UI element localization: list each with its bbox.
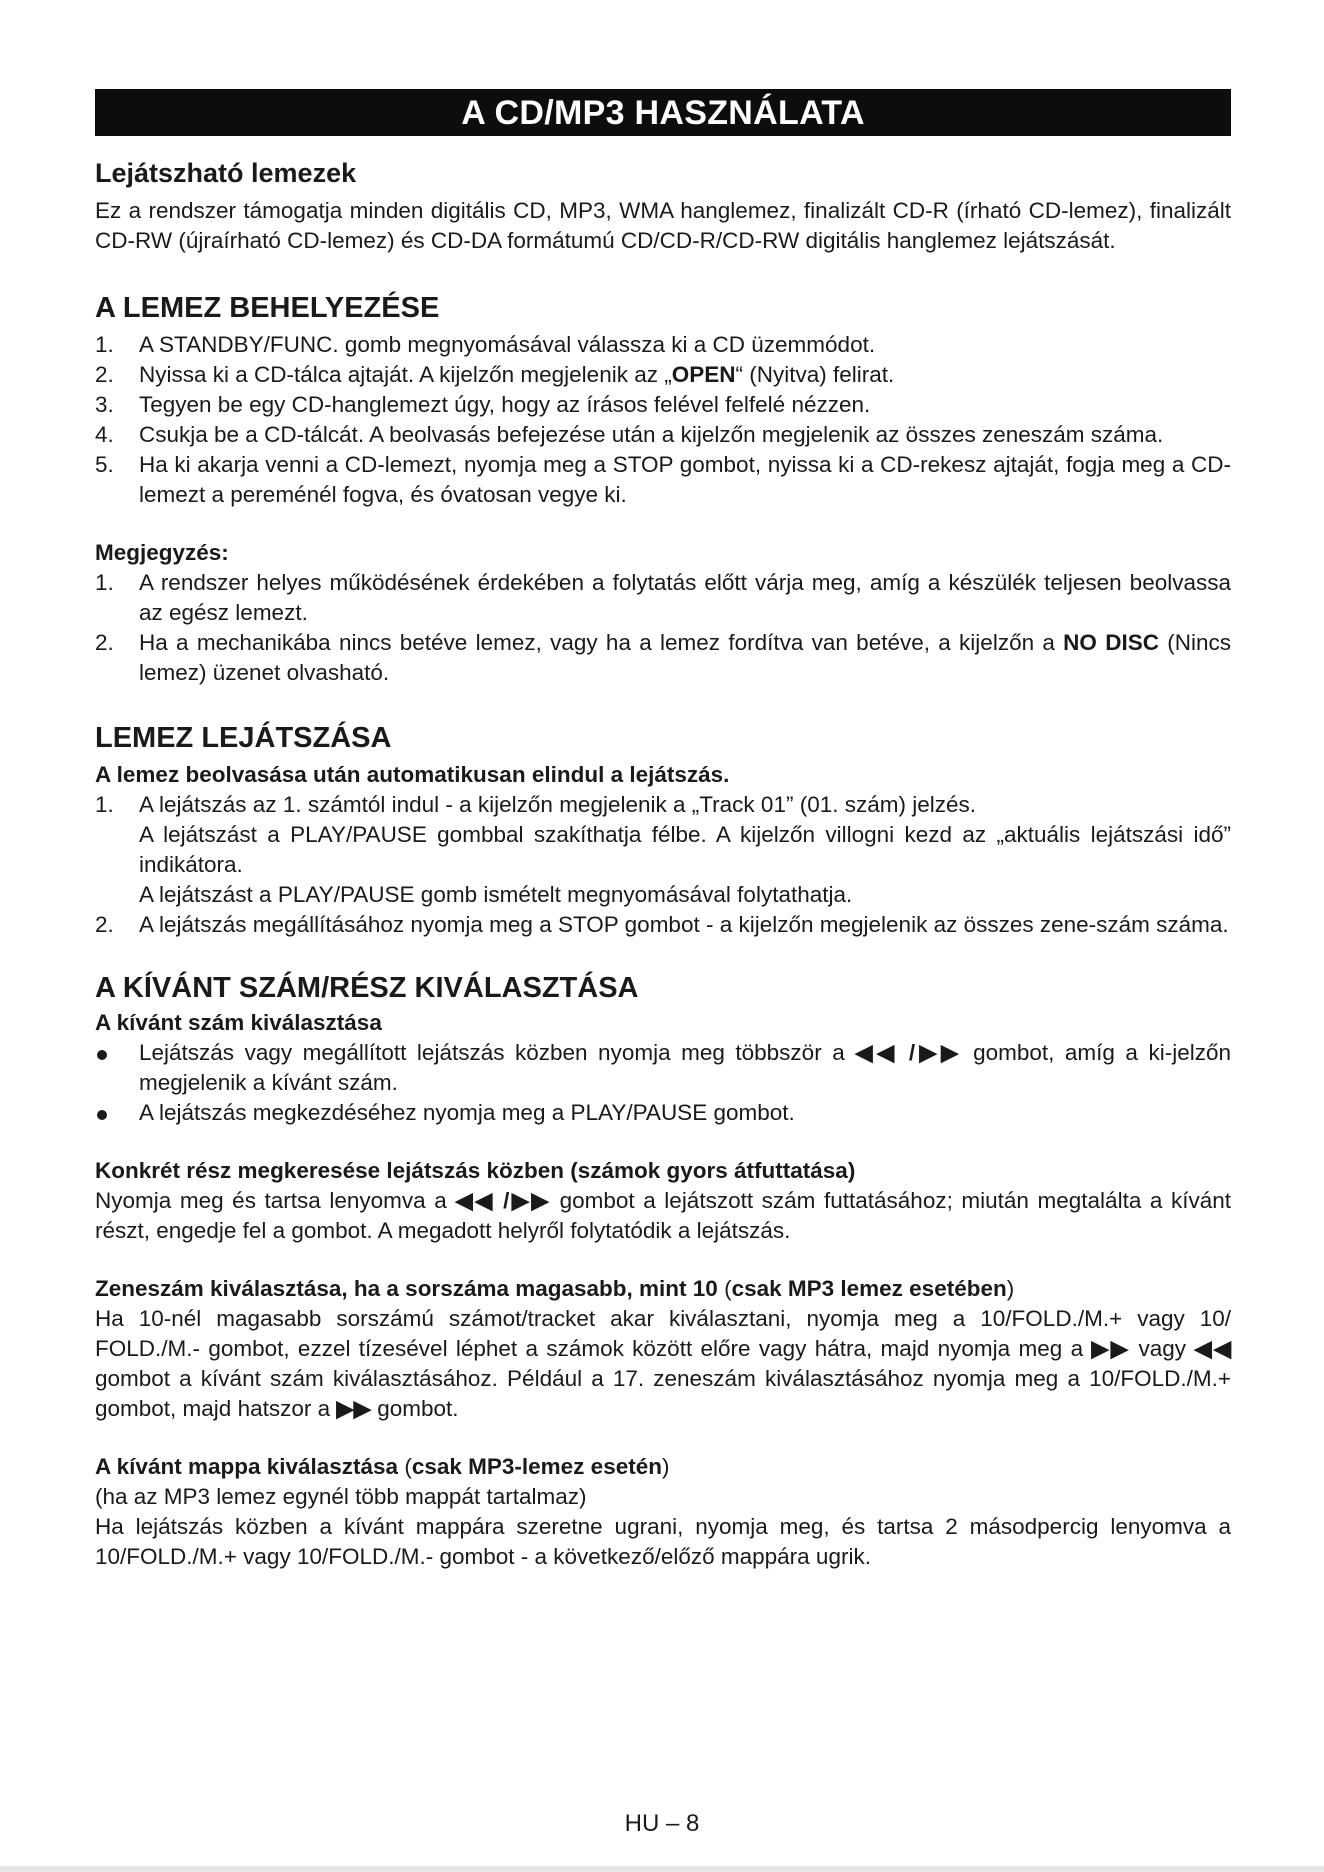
page-number: HU – 8	[624, 1810, 700, 1837]
paragraph: Ha lejátszás közben a kívánt mappára szeretne ugrani, nyomja meg, és tartsa 2 másodpercig lenyomva a 10/FOLD./M.+ vagy 10/FOLD./M.- gombot - a következő/előző mappára ugrik.	[95, 1514, 1231, 1569]
list-item: 5. Ha ki akarja venni a CD-lemezt, nyomja meg a STOP gombot, nyissa ki a CD-rekesz ajtaját, fogja meg a CD-lemezt a pereménél fogva, és óvatosan vegye ki.	[95, 452, 1231, 507]
list-item: 2. Ha a mechanikába nincs betéve lemez, vagy ha a lemez fordítva van betéve, a kijelzőn a NO DISC (Nincs lemez) üzenet olvasható.	[95, 630, 1231, 685]
section-playable-discs	[95, 156, 1231, 256]
subsection-title: Konkrét rész megkeresése lejátszás közben (számok gyors átfuttatása)	[95, 1158, 856, 1183]
section-title: LEMEZ LEJÁTSZÁSA	[95, 722, 392, 754]
bullet-list	[95, 1038, 1231, 1128]
subsection-above-ten	[95, 1274, 1231, 1424]
paragraph: (ha az MP3 lemez egynél több mappát tartalmaz)	[95, 1484, 587, 1509]
section-note	[95, 538, 1231, 688]
next-button-icon: ▶▶	[336, 1396, 371, 1421]
section-track-selection	[95, 970, 1231, 1572]
subsection-title: A lemez beolvasása után automatikusan elindul a lejátszás.	[95, 762, 730, 787]
subsection-search	[95, 1156, 1231, 1246]
list-item: 3. Tegyen be egy CD-hanglemezt úgy, hogy az írásos felével felfelé nézzen.	[95, 392, 871, 417]
page-bottom-border	[0, 1866, 1324, 1872]
bullet-icon	[97, 1110, 107, 1120]
section-title: Lejátszható lemezek	[95, 158, 357, 188]
skip-buttons-icon: ◀◀ /▶▶	[855, 1040, 963, 1065]
no-disc-label: NO DISC	[1063, 630, 1159, 655]
skip-buttons-icon: ◀◀ /▶▶	[455, 1188, 552, 1213]
note-title: Megjegyzés:	[95, 540, 229, 565]
section-disc-insertion	[95, 290, 1231, 510]
section-disc-playback	[95, 720, 1231, 940]
section-title: A KÍVÁNT SZÁM/RÉSZ KIVÁLASZTÁSA	[95, 972, 639, 1004]
list-item: 2. A lejátszás megállításához nyomja meg a STOP gombot - a kijelzőn megjelenik az összes zene-szám száma.	[95, 912, 1229, 937]
steps-list	[95, 790, 1231, 940]
note-list	[95, 568, 1231, 688]
paragraph: Nyomja meg és tartsa lenyomva a ◀◀ /▶▶ gombot a lejátszott szám futtatásához; miután megtalálta a kívánt részt, engedje fel a gombot. A megadott helyről folytatódik a lejátszás.	[95, 1188, 1232, 1243]
open-label: OPEN	[671, 362, 736, 387]
subsection-title: Zeneszám kiválasztása, ha a sorszáma magasabb, mint 10 (csak MP3 lemez esetében)	[95, 1276, 1015, 1301]
list-item: 2. Nyissa ki a CD-tálca ajtaját. A kijelzőn megjelenik az „OPEN“ (Nyitva) felirat.	[95, 362, 895, 387]
subsection-folder	[95, 1452, 1231, 1572]
subsection-title: A kívánt szám kiválasztása	[95, 1010, 382, 1035]
steps-list	[95, 330, 1231, 510]
list-item: Lejátszás vagy megállított lejátszás közben nyomja meg többször a ◀◀ /▶▶ gombot, amíg a ki-jelzőn megjelenik a kívánt szám.	[95, 1038, 1231, 1098]
subsection-title: A kívánt mappa kiválasztása (csak MP3-lemez esetén)	[95, 1454, 670, 1479]
list-item: A lejátszás megkezdéséhez nyomja meg a PLAY/PAUSE gombot.	[95, 1098, 1231, 1128]
bullet-icon	[97, 1050, 107, 1060]
list-item: 1. A rendszer helyes működésének érdekében a folytatás előtt várja meg, amíg a készülék teljesen beolvassa az egész lemezt.	[95, 570, 1231, 625]
list-item: 4. Csukja be a CD-tálcát. A beolvasás befejezése után a kijelzőn megjelenik az összes zeneszám száma.	[95, 422, 1164, 447]
chapter-banner: A CD/MP3 HASZNÁLATA	[95, 89, 1231, 136]
next-button-icon: ▶▶	[1091, 1336, 1131, 1361]
paragraph: Ez a rendszer támogatja minden digitális CD, MP3, WMA hanglemez, finalizált CD-R (írható CD-lemez), finalizált CD-RW (újraírható CD-lemez) és CD-DA formátumú CD/CD-R/CD-RW digitális hanglemez lejátszását.	[95, 198, 1231, 253]
section-title: A LEMEZ BEHELYEZÉSE	[95, 292, 440, 324]
list-item: 1. A lejátszás az 1. számtól indul - a kijelzőn megjelenik a „Track 01” (01. szám) jelzés. A lejátszást a PLAY/PAUSE gombbal szakíthatja félbe. A kijelzőn villogni kezd az „aktuális lejátszási idő” indikátora. A lejátszást a PLAY/PAUSE gomb ismételt megnyomásával folytathatja.	[95, 792, 1231, 907]
prev-button-icon: ◀◀	[1194, 1336, 1232, 1361]
list-item: 1. A STANDBY/FUNC. gomb megnyomásával válassza ki a CD üzemmódot.	[95, 332, 876, 357]
paragraph: Ha 10-nél magasabb sorszámú számot/tracket akar kiválasztani, nyomja meg a 10/FOLD./M.+ vagy 10/ FOLD./M.- gombot, ezzel tízesével léphet a számok között előre vagy hátra, majd nyomja meg a ▶▶ vagy ◀◀ gombot a kívánt szám kiválasztásához. Például a 17. zeneszám kiválasztásához nyomja meg a 10/FOLD./M.+ gombot, majd hatszor a ▶▶ gombot.	[95, 1306, 1232, 1421]
manual-page	[95, 89, 1231, 1572]
